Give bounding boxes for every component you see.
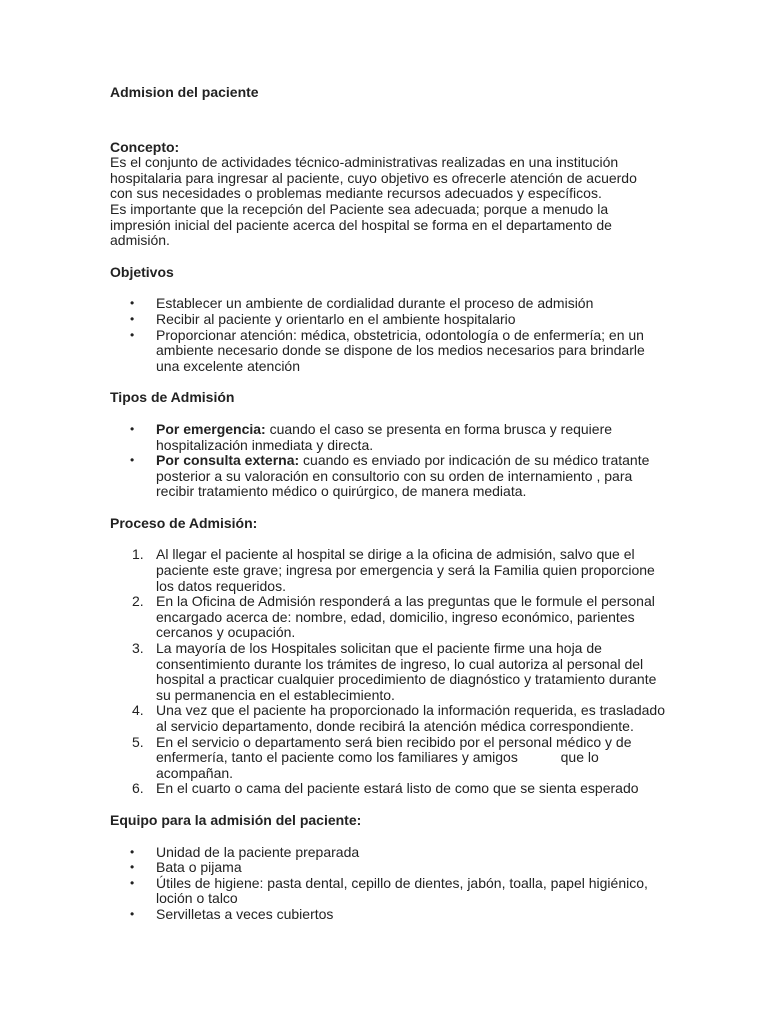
list-item: • Servilletas a veces cubiertos	[110, 907, 670, 923]
list-item	[110, 547, 670, 594]
item-text: En el cuarto o cama del paciente estará listo de como que se sienta esperado	[156, 780, 639, 797]
list-item	[110, 641, 670, 703]
concept-line: hospitalaria para ingresar al paciente, cuyo objetivo es ofrecerle atención de acuerdo	[110, 169, 637, 186]
item-number: 4.	[132, 702, 144, 719]
item-number: 3.	[132, 640, 144, 657]
concept-section	[110, 140, 670, 249]
item-text: En el servicio o departamento será bien recibido por el personal médico y de enfermería, tanto el paciente como los familiares y amigos que lo acompañan.	[156, 733, 636, 781]
document-body	[110, 85, 670, 923]
item-text: En la Oficina de Admisión responderá a las preguntas que le formule el personal encargado acerca de: nombre, edad, domicilio, ingreso económico, parientes cercanos y ocupación.	[156, 593, 655, 641]
type-term: Por emergencia:	[156, 420, 266, 437]
item-number: 5.	[132, 733, 144, 750]
list-item: • Unidad de la paciente preparada	[110, 845, 670, 861]
list-item	[110, 703, 670, 734]
type-text: cuando es enviado por indicación de su médico tratante posterior a su valoración en consultorio con su orden de internamiento , para recibir tratamiento médico o quirúrgico, de manera mediata.	[156, 452, 650, 500]
types-list	[110, 422, 670, 500]
process-heading: Proceso de Admisión:	[110, 514, 258, 531]
type-text: cuando el caso se presenta en forma brusca y requiere hospitalización inmediata y directa.	[156, 420, 613, 453]
list-item: • Proporcionar atención: médica, obstetricia, odontología o de enfermería; en un ambiente necesario donde se dispone de los medios necesarios para brindarle una excelente atención	[110, 328, 670, 375]
item-number: 2.	[132, 593, 144, 610]
concept-label: Concepto:	[110, 138, 180, 155]
item-text: La mayoría de los Hospitales solicitan que el paciente firme una hoja de consentimiento durante los trámites de ingreso, lo cual autoriza al personal del hospital a practicar cualquier procedimiento de diagnóstico y tratamiento durante su permanencia en el establecimiento.	[156, 640, 657, 703]
concept-line: Es importante que la recepción del Paciente sea adecuada; porque a menudo la	[110, 200, 609, 217]
item-number: 6.	[132, 780, 144, 797]
item-number: 1.	[132, 546, 144, 563]
list-item: • Recibir al paciente y orientarlo en el ambiente hospitalario	[110, 312, 670, 328]
equipment-list	[110, 845, 670, 923]
list-item: • Bata o pijama	[110, 860, 670, 876]
concept-line: Es el conjunto de actividades técnico-administrativas realizadas en una institución	[110, 154, 619, 171]
list-item: • Útiles de higiene: pasta dental, cepillo de dientes, jabón, toalla, papel higiénico, loción o talco	[110, 876, 670, 907]
list-item	[110, 594, 670, 641]
item-text: Una vez que el paciente ha proporcionado la información requerida, es trasladado al servicio departamento, donde recibirá la atención médica correspondiente.	[156, 702, 665, 734]
list-item	[110, 781, 670, 797]
objectives-list	[110, 296, 670, 374]
document-title: Admision del paciente	[110, 84, 259, 100]
process-list	[110, 547, 670, 797]
list-item: • Establecer un ambiente de cordialidad durante el proceso de admisión	[110, 296, 670, 312]
list-item	[110, 735, 670, 782]
concept-line: con sus necesidades o problemas mediante recursos adecuados y específicos.	[110, 185, 602, 202]
concept-line: impresión inicial del paciente acerca del hospital se forma en el departamento de	[110, 216, 612, 233]
equipment-heading: Equipo para la admisión del paciente:	[110, 811, 362, 828]
concept-line: admisión.	[110, 232, 170, 249]
list-item	[110, 422, 670, 453]
type-term: Por consulta externa:	[156, 452, 300, 469]
types-heading: Tipos de Admisión	[110, 389, 235, 406]
objectives-heading: Objetivos	[110, 263, 174, 280]
list-item	[110, 453, 670, 500]
item-text: Al llegar el paciente al hospital se dirige a la oficina de admisión, salvo que el paciente este grave; ingresa por emergencia y será la Familia quien proporcione los datos requeridos.	[156, 546, 655, 594]
